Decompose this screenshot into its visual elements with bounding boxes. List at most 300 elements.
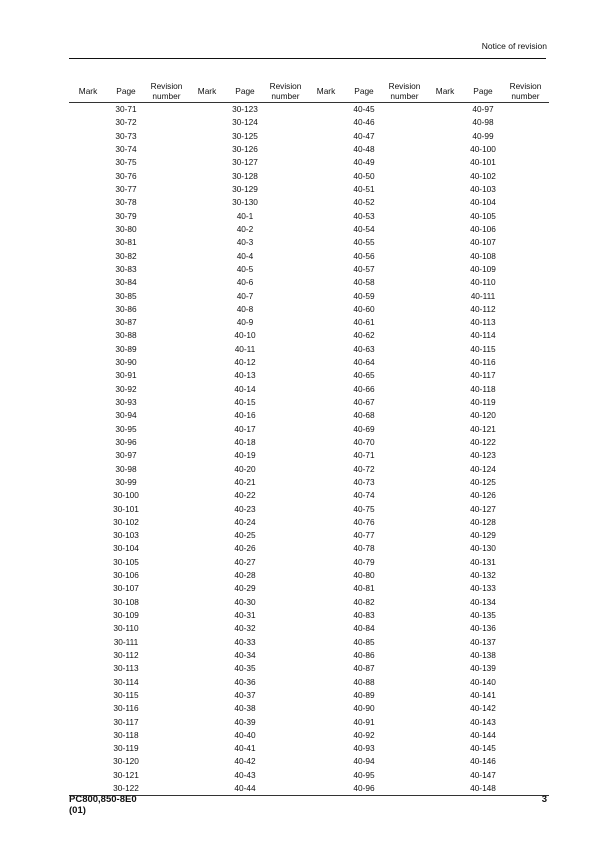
page-cell: 40-83 <box>353 610 375 621</box>
mark-cell <box>307 462 345 475</box>
page-cell: 40-127 <box>470 503 496 514</box>
page-cell: 30-114 <box>113 676 139 687</box>
revision-cell <box>145 769 188 782</box>
revision-cell <box>383 356 426 369</box>
table-row <box>69 769 549 782</box>
page-cell: 40-12 <box>234 357 256 368</box>
page-cell: 40-96 <box>345 782 383 796</box>
mark-cell <box>426 289 464 302</box>
page-cell: 30-118 <box>113 729 139 740</box>
page-cell: 40-14 <box>234 383 256 394</box>
table-row <box>69 263 549 276</box>
page-cell: 40-101 <box>470 157 496 168</box>
revision-cell <box>502 529 549 542</box>
page-cell: 40-93 <box>353 743 375 754</box>
revision-cell <box>145 143 188 156</box>
revision-cell <box>383 649 426 662</box>
mark-cell <box>307 170 345 183</box>
mark-cell <box>307 369 345 382</box>
page-cell: 30-81 <box>115 237 137 248</box>
mark-cell <box>307 423 345 436</box>
mark-cell <box>307 609 345 622</box>
page-cell: 40-120 <box>470 410 496 421</box>
revision-label-line2: number <box>390 91 419 101</box>
page-cell: 40-121 <box>470 423 496 434</box>
page-cell: 40-89 <box>353 689 375 700</box>
revision-cell <box>145 542 188 555</box>
revision-cell <box>145 436 188 449</box>
mark-cell <box>69 662 107 675</box>
mark-cell <box>426 596 464 609</box>
page-cell: 40-143 <box>470 716 496 727</box>
page-cell: 30-79 <box>115 210 137 221</box>
table-row <box>69 116 549 129</box>
revision-cell <box>145 289 188 302</box>
revision-cell <box>264 449 307 462</box>
mark-cell <box>188 236 226 249</box>
mark-cell <box>426 329 464 342</box>
page-cell: 40-88 <box>353 676 375 687</box>
mark-cell <box>426 316 464 329</box>
revision-cell <box>264 782 307 796</box>
revision-cell <box>502 423 549 436</box>
mark-cell <box>426 675 464 688</box>
revision-cell <box>145 103 188 117</box>
mark-cell <box>426 702 464 715</box>
mark-cell <box>69 529 107 542</box>
page-cell: 40-80 <box>353 570 375 581</box>
mark-cell <box>307 303 345 316</box>
mark-cell <box>69 423 107 436</box>
page-cell: 40-129 <box>470 530 496 541</box>
mark-cell <box>69 156 107 169</box>
page-cell: 40-21 <box>234 476 256 487</box>
page-cell: 30-122 <box>107 782 145 796</box>
mark-cell <box>188 369 226 382</box>
page-cell: 40-114 <box>470 330 496 341</box>
page-cell: 40-48 <box>353 144 375 155</box>
page-cell: 40-54 <box>353 223 375 234</box>
revision-cell <box>502 303 549 316</box>
revision-cell <box>145 489 188 502</box>
mark-cell <box>69 343 107 356</box>
page-cell: 40-11 <box>234 343 256 354</box>
revision-cell <box>383 116 426 129</box>
page-cell: 30-97 <box>115 450 137 461</box>
revision-cell <box>145 449 188 462</box>
page-cell: 40-19 <box>234 450 256 461</box>
revision-cell <box>383 130 426 143</box>
mark-cell <box>188 116 226 129</box>
page-cell: 40-87 <box>353 663 375 674</box>
revision-cell <box>264 409 307 422</box>
revision-cell <box>264 529 307 542</box>
revision-table-body <box>69 103 549 796</box>
page-cell: 40-61 <box>353 317 375 328</box>
table-row <box>69 130 549 143</box>
table-row <box>69 649 549 662</box>
mark-cell <box>307 449 345 462</box>
mark-cell <box>188 436 226 449</box>
mark-cell <box>188 529 226 542</box>
revision-cell <box>502 170 549 183</box>
revision-cell <box>383 263 426 276</box>
page-cell: 30-95 <box>115 423 137 434</box>
table-row <box>69 782 549 796</box>
page-cell: 30-92 <box>115 383 137 394</box>
mark-cell <box>307 343 345 356</box>
revision-cell <box>264 223 307 236</box>
page-cell: 30-72 <box>115 117 137 128</box>
revision-cell <box>383 556 426 569</box>
mark-cell <box>307 183 345 196</box>
revision-cell <box>502 649 549 662</box>
page-cell: 40-76 <box>353 516 375 527</box>
revision-cell <box>502 742 549 755</box>
mark-cell <box>69 383 107 396</box>
header-rule <box>69 58 546 59</box>
page-cell: 30-107 <box>113 583 139 594</box>
page-cell: 40-53 <box>353 210 375 221</box>
revision-table <box>69 80 549 796</box>
page-cell: 40-141 <box>470 689 496 700</box>
page-cell: 30-130 <box>232 197 258 208</box>
mark-cell <box>188 449 226 462</box>
revision-cell <box>502 103 549 117</box>
revision-cell <box>264 755 307 768</box>
revision-cell <box>145 742 188 755</box>
page-cell: 30-113 <box>113 663 139 674</box>
page-cell: 30-128 <box>232 170 258 181</box>
revision-cell <box>145 476 188 489</box>
revision-cell <box>145 210 188 223</box>
mark-cell <box>69 143 107 156</box>
mark-cell <box>426 303 464 316</box>
mark-cell <box>426 196 464 209</box>
page-cell: 40-74 <box>353 490 375 501</box>
mark-cell <box>188 662 226 675</box>
mark-cell <box>307 636 345 649</box>
mark-cell <box>188 569 226 582</box>
revision-cell <box>502 263 549 276</box>
page-cell: 40-27 <box>234 556 256 567</box>
table-row <box>69 556 549 569</box>
mark-cell <box>69 742 107 755</box>
page-cell: 30-106 <box>113 570 139 581</box>
table-row <box>69 356 549 369</box>
table-row <box>69 516 549 529</box>
mark-cell <box>307 542 345 555</box>
page-cell: 40-130 <box>470 543 496 554</box>
table-row <box>69 223 549 236</box>
revision-cell <box>502 582 549 595</box>
table-row <box>69 742 549 755</box>
page-cell: 40-3 <box>236 237 254 248</box>
mark-cell <box>307 729 345 742</box>
page-cell: 40-30 <box>234 596 256 607</box>
page-cell: 30-102 <box>113 516 139 527</box>
page-cell: 40-34 <box>234 649 256 660</box>
revision-cell <box>383 729 426 742</box>
mark-cell <box>307 156 345 169</box>
mark-cell <box>307 436 345 449</box>
mark-cell <box>307 755 345 768</box>
revision-cell <box>383 702 426 715</box>
revision-cell <box>145 116 188 129</box>
mark-cell <box>69 356 107 369</box>
mark-cell <box>426 516 464 529</box>
mark-cell <box>307 769 345 782</box>
page-cell: 40-146 <box>470 756 496 767</box>
revision-cell <box>502 462 549 475</box>
revision-cell <box>264 729 307 742</box>
page-cell: 30-119 <box>113 743 139 754</box>
revision-cell <box>502 316 549 329</box>
revision-cell <box>383 476 426 489</box>
revision-cell <box>264 582 307 595</box>
page-cell: 40-18 <box>234 436 256 447</box>
page-cell: 30-127 <box>232 157 258 168</box>
mark-cell <box>188 489 226 502</box>
mark-cell <box>188 396 226 409</box>
mark-cell <box>307 529 345 542</box>
revision-cell <box>264 116 307 129</box>
revision-cell <box>145 343 188 356</box>
table-row <box>69 396 549 409</box>
table-row <box>69 489 549 502</box>
table-row <box>69 383 549 396</box>
page-cell: 40-66 <box>353 383 375 394</box>
page-cell: 40-62 <box>353 330 375 341</box>
revision-cell <box>264 662 307 675</box>
mark-cell <box>69 689 107 702</box>
mark-cell <box>188 622 226 635</box>
page-cell: 40-81 <box>353 583 375 594</box>
mark-cell <box>69 263 107 276</box>
revision-cell <box>145 396 188 409</box>
revision-cell <box>383 396 426 409</box>
revision-cell <box>502 236 549 249</box>
revision-cell <box>383 436 426 449</box>
revision-cell <box>383 156 426 169</box>
page-cell: 40-116 <box>470 357 496 368</box>
page-cell: 40-4 <box>236 250 254 261</box>
revision-label-line2: number <box>511 91 540 101</box>
page-cell: 40-90 <box>353 703 375 714</box>
page-cell: 40-117 <box>470 370 496 381</box>
revision-cell <box>383 170 426 183</box>
page-cell: 40-69 <box>353 423 375 434</box>
page-cell: 40-10 <box>234 330 256 341</box>
revision-cell <box>264 702 307 715</box>
revision-cell <box>264 143 307 156</box>
page-cell: 40-75 <box>353 503 375 514</box>
revision-cell <box>502 622 549 635</box>
revision-cell <box>264 289 307 302</box>
revision-cell <box>264 329 307 342</box>
revision-cell <box>383 143 426 156</box>
col-header-page: Page <box>464 80 502 103</box>
table-row <box>69 476 549 489</box>
revision-cell <box>383 516 426 529</box>
revision-cell <box>264 276 307 289</box>
mark-cell <box>307 276 345 289</box>
revision-cell <box>264 356 307 369</box>
mark-cell <box>426 755 464 768</box>
revision-cell <box>383 596 426 609</box>
page-cell: 40-73 <box>353 476 375 487</box>
revision-cell <box>502 609 549 622</box>
mark-cell <box>188 729 226 742</box>
page-cell: 40-67 <box>353 397 375 408</box>
revision-cell <box>264 476 307 489</box>
revision-cell <box>264 196 307 209</box>
page-cell: 40-20 <box>234 463 256 474</box>
revision-cell <box>264 170 307 183</box>
table-row <box>69 715 549 728</box>
page-cell: 40-2 <box>236 223 254 234</box>
revision-label-line1: Revision <box>150 81 183 91</box>
revision-cell <box>383 383 426 396</box>
page-cell: 40-82 <box>353 596 375 607</box>
revision-cell <box>502 715 549 728</box>
revision-cell <box>502 689 549 702</box>
page-cell: 40-28 <box>234 570 256 581</box>
page-cell: 40-79 <box>353 556 375 567</box>
revision-cell <box>383 196 426 209</box>
mark-cell <box>188 303 226 316</box>
mark-cell <box>307 476 345 489</box>
page-cell: 40-131 <box>470 556 496 567</box>
table-row <box>69 103 549 117</box>
mark-cell <box>188 183 226 196</box>
page-cell: 30-93 <box>115 397 137 408</box>
revision-cell <box>383 689 426 702</box>
col-header-page: Page <box>107 80 145 103</box>
mark-cell <box>188 103 226 117</box>
table-row <box>69 542 549 555</box>
revision-cell <box>264 462 307 475</box>
revision-cell <box>145 596 188 609</box>
revision-cell <box>383 502 426 515</box>
table-row <box>69 689 549 702</box>
mark-cell <box>188 609 226 622</box>
revision-cell <box>264 156 307 169</box>
page-cell: 30-83 <box>115 263 137 274</box>
page-cell: 40-132 <box>470 570 496 581</box>
mark-cell <box>69 369 107 382</box>
col-header-mark: Mark <box>307 80 345 103</box>
mark-cell <box>426 383 464 396</box>
mark-cell <box>188 689 226 702</box>
page-cell: 40-123 <box>470 450 496 461</box>
table-row <box>69 529 549 542</box>
footer-model: PC800,850-8E0 <box>69 794 137 805</box>
mark-cell <box>426 662 464 675</box>
table-row <box>69 369 549 382</box>
mark-cell <box>188 715 226 728</box>
mark-cell <box>188 383 226 396</box>
revision-cell <box>502 636 549 649</box>
page-cell: 30-82 <box>115 250 137 261</box>
revision-cell <box>383 529 426 542</box>
page-cell: 40-126 <box>470 490 496 501</box>
revision-cell <box>383 423 426 436</box>
page-cell: 30-96 <box>115 436 137 447</box>
mark-cell <box>69 542 107 555</box>
revision-cell <box>502 249 549 262</box>
revision-cell <box>383 249 426 262</box>
page-cell: 40-128 <box>470 516 496 527</box>
page-cell: 30-80 <box>115 223 137 234</box>
mark-cell <box>69 476 107 489</box>
page-cell: 40-6 <box>236 277 254 288</box>
revision-cell <box>502 156 549 169</box>
page-cell: 40-33 <box>234 636 256 647</box>
page-cell: 40-92 <box>353 729 375 740</box>
page-cell: 40-111 <box>470 290 496 301</box>
page-cell: 30-75 <box>115 157 137 168</box>
page-cell: 40-64 <box>353 357 375 368</box>
revision-cell <box>502 329 549 342</box>
mark-cell <box>69 210 107 223</box>
page-cell: 30-115 <box>113 689 139 700</box>
page-cell: 40-145 <box>470 743 496 754</box>
mark-cell <box>307 383 345 396</box>
revision-cell <box>145 622 188 635</box>
revision-cell <box>264 609 307 622</box>
table-row <box>69 609 549 622</box>
page-cell: 40-105 <box>470 210 496 221</box>
revision-cell <box>264 622 307 635</box>
mark-cell <box>188 502 226 515</box>
page-cell: 30-111 <box>113 636 139 647</box>
page-cell: 40-39 <box>234 716 256 727</box>
page-cell: 40-78 <box>353 543 375 554</box>
page-cell: 40-72 <box>353 463 375 474</box>
revision-cell <box>383 276 426 289</box>
page-cell: 40-50 <box>353 170 375 181</box>
revision-cell <box>383 675 426 688</box>
page-cell: 40-119 <box>470 397 496 408</box>
revision-cell <box>383 462 426 475</box>
page-cell: 30-76 <box>115 170 137 181</box>
mark-cell <box>69 729 107 742</box>
revision-cell <box>383 782 426 796</box>
revision-cell <box>383 609 426 622</box>
revision-cell <box>145 183 188 196</box>
mark-cell <box>426 276 464 289</box>
revision-cell <box>383 742 426 755</box>
revision-cell <box>145 303 188 316</box>
mark-cell <box>69 609 107 622</box>
revision-cell <box>145 729 188 742</box>
revision-cell <box>383 769 426 782</box>
page-cell: 40-1 <box>236 210 254 221</box>
page-cell: 30-73 <box>115 130 137 141</box>
mark-cell <box>69 103 107 117</box>
mark-cell <box>69 622 107 635</box>
revision-cell <box>502 436 549 449</box>
table-row <box>69 423 549 436</box>
revision-cell <box>502 396 549 409</box>
page-cell: 40-13 <box>234 370 256 381</box>
page-cell: 40-23 <box>234 503 256 514</box>
revision-cell <box>383 569 426 582</box>
revision-cell <box>502 596 549 609</box>
mark-cell <box>307 516 345 529</box>
revision-cell <box>502 183 549 196</box>
